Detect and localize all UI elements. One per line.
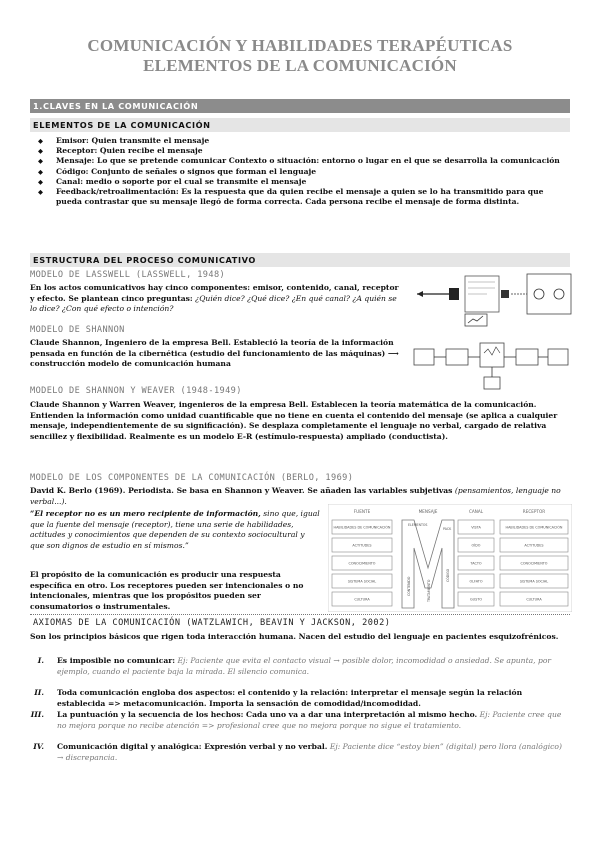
list-item: ◆ Feedback/retroalimentación: Es la respuesta que da quien recibe el mensaje a quien se lo ha transmitido para que pueda contrastar que su mensaje llegó de forma correcta. Cada persona recibe el mensaje de forma distinta. (38, 187, 568, 207)
axioms-intro: Son los principios básicos que rigen toda interacción humana. Nacen del estudio del lenguaje en pacientes esquizofrénicos. (30, 632, 559, 641)
shannon-weaver-title: MODELO DE SHANNON Y WEAVER (1948-1949) (30, 386, 242, 396)
axiom-title: Comunicación digital y analógica: Expresión verbal y no verbal. (57, 742, 328, 751)
axiom-body (57, 656, 567, 677)
axiom-note: Ej: Paciente cree que no mejora porque no recibe atención => profesional cree que no mejora porque no sigue el tratamiento. (57, 710, 562, 730)
berlo-italic: (pensamientos, lenguaje no verbal...). (30, 486, 561, 506)
axiom-body (57, 742, 567, 763)
berlo-canal-box-label: OLFATO (469, 579, 483, 584)
berlo-receptor-box-label: SISTEMA SOCIAL (519, 579, 549, 584)
berlo-header-canal: CANAL (468, 509, 484, 514)
berlo-header-receptor: RECEPTOR (522, 509, 546, 514)
berlo-mensaje-tratamiento: TRATAMIENTO (427, 579, 431, 602)
axiomas-title: AXIOMAS DE LA COMUNICACIÓN (WATZLAWICH, BEAVIN Y JACKSON, 2002) (33, 618, 391, 628)
lasswell-text (30, 283, 400, 315)
berlo-quote (30, 509, 320, 551)
berlo-canal-box-label: TACTO (470, 561, 482, 566)
elements-list (38, 136, 568, 207)
list-item: ◆ Código: Conjunto de señales o signos que forman el lenguaje (38, 167, 568, 177)
document-subtitle: ELEMENTOS DE LA COMUNICACIÓN (143, 56, 457, 75)
berlo-header-mensaje: MENSAJE (418, 509, 438, 514)
shannon-title: MODELO DE SHANNON (30, 325, 125, 335)
berlo-title: MODELO DE LOS COMPONENTES DE LA COMUNICACIÓN (BERLO, 1969) (30, 473, 354, 483)
axiom-title: La puntuación y la secuencia de los hechos: Cada uno va a dar una interpretación al mismo hecho. (57, 710, 478, 719)
berlo-receptor-box-label: ACTITUDES (524, 543, 544, 548)
berlo-quote-rest: sino que, igual que la fuente del mensaje (receptor), tiene una serie de habilidades, actitudes y conocimientos que dependen de su contexto sociocultural y que son dignos de estudio en sí mismos.” (30, 509, 320, 550)
berlo-fuente-box-label: HABILIDADES DE COMUNICACIÓN (333, 525, 391, 530)
berlo-purpose: El propósito de la comunicación es producir una respuesta específica en otro. Los receptores pueden ser intencionales o no intencionales, mientras que los propósitos pueden ser consumatorios o instrumentales. (30, 570, 304, 611)
axiom-note: Ej: Paciente que evita el contacto visual → posible dolor, incomodidad o ansiedad. Se apunta, por ejemplo, cuando el paciente baja la mirada. El silencio comunica. (57, 656, 552, 676)
berlo-body: David K. Berlo (1969). Periodista. Se basa en Shannon y Weaver. Se añaden las variables subjetivas (30, 486, 453, 495)
axiom-number: IV. (33, 742, 44, 751)
berlo-receptor-box-label: CULTURA (526, 597, 542, 602)
list-item: ◆ Canal: medio o soporte por el cual se transmite el mensaje (38, 177, 568, 187)
berlo-diagram (328, 504, 572, 612)
lasswell-body: En los actos comunicativos hay cinco componentes: emisor, contenido, canal, receptor y efecto. Se plantean cinco preguntas: (30, 283, 399, 303)
section-heading-claves: 1.CLAVES EN LA COMUNICACIÓN (30, 99, 570, 113)
berlo-header-fuente: FUENTE (353, 509, 371, 514)
berlo-mensaje-pack: PACK (443, 527, 452, 531)
berlo-fuente-box-label: ACTITUDES (352, 543, 372, 548)
berlo-quote-lead: “El receptor no es un mero recipiente de información, (30, 509, 261, 518)
list-item: ◆ Emisor: Quien transmite el mensaje (38, 136, 568, 146)
berlo-mensaje-codigo: CÓDIGO (446, 568, 450, 582)
berlo-canal-box-label: VISTA (471, 525, 481, 530)
axiom-body (57, 710, 567, 731)
list-item: ◆ Receptor: Quien recibe el mensaje (38, 146, 568, 156)
berlo-mensaje-contenido: CONTENIDO (407, 576, 411, 596)
list-item: ◆ Mensaje: Lo que se pretende comunicar Contexto o situación: entorno o lugar en el que se desarrolla la comunicación (38, 156, 568, 166)
berlo-mensaje-elementos: ELEMENTOS (408, 523, 428, 527)
berlo-canal-box-label: OÍDO (471, 543, 481, 548)
lasswell-diagram (415, 268, 575, 328)
subsection-heading-estructura: ESTRUCTURA DEL PROCESO COMUNICATIVO (30, 253, 570, 267)
axiom-title: Toda comunicación engloba dos aspectos: el contenido y la relación: interpretar el mensaje según la relación establecida => metacomunicación. Importa la sensación de comodidad/incomodidad. (57, 688, 523, 708)
shannon-text: Claude Shannon, Ingeniero de la empresa Bell. Estableció la teoría de la información pensada en función de la cibernética (estudio del funcionamiento de las máquinas) ⟶ construcción modelo de comunicación humana (30, 338, 399, 369)
berlo-fuente-box-label: SISTEMA SOCIAL (347, 579, 377, 584)
shannon-weaver-text: Claude Shannon y Warren Weaver, ingenieros de la empresa Bell. Establecen la teoría matemática de la comunicación. Entienden la información como unidad cuantificable que no tiene en cuenta el contenido del mensaje (se aplica a cualquier mensaje, independientemente de su significación). Se desplaza completamente el lenguaje no verbal, cargado de relativa sencillez y flexibilidad. Realmente es un modelo E-R (estímulo-respuesta) ampliado (conductista). (30, 400, 558, 441)
berlo-fuente-box-label: CONOCIMIENTO (348, 561, 376, 566)
berlo-fuente-box-label: CULTURA (354, 597, 370, 602)
berlo-receptor-box-label: HABILIDADES DE COMUNICACIÓN (505, 525, 563, 530)
subsection-heading-elementos: ELEMENTOS DE LA COMUNICACIÓN (30, 118, 570, 132)
lasswell-title: MODELO DE LASSWELL (LASSWELL, 1948) (30, 270, 226, 280)
axiom-body (57, 688, 567, 709)
axiom-note: Ej: Paciente dice “estoy bien” (digital) pero llora (analógico) → discrepancia. (57, 742, 562, 762)
document-title: COMUNICACIÓN Y HABILIDADES TERAPÉUTICAS (87, 36, 513, 55)
section-heading-axiomas (30, 614, 570, 628)
axiom-number: I. (37, 656, 44, 665)
axiom-number: II. (34, 688, 44, 697)
berlo-receptor-box-label: CONOCIMIENTO (520, 561, 548, 566)
axiom-number: III. (30, 710, 44, 719)
shannon-diagram (412, 335, 572, 393)
axiom-title: Es imposible no comunicar: (57, 656, 176, 665)
lasswell-questions: ¿Quién dice? ¿Qué dice? ¿En qué canal? ¿A quién se lo dice? ¿Con qué efecto o intención? (30, 293, 397, 314)
berlo-canal-box-label: GUSTO (469, 597, 483, 602)
